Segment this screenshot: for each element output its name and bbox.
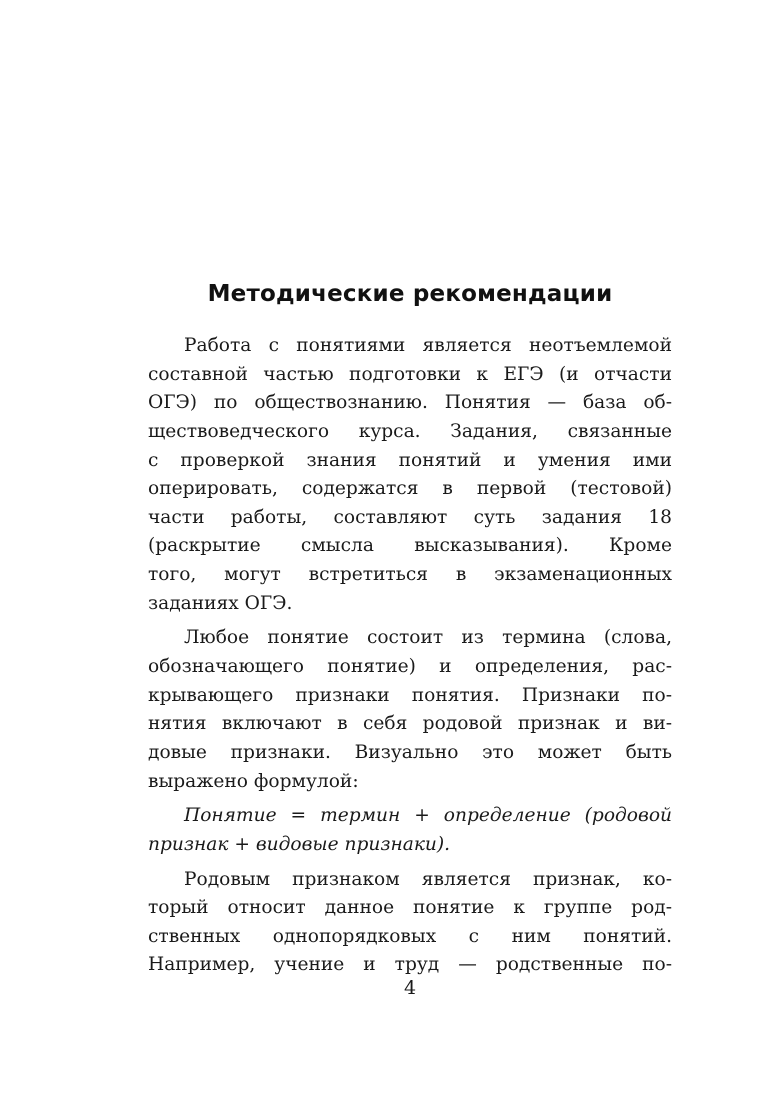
text-line: составной частью подготовки к ЕГЭ (и отчасти — [148, 363, 672, 385]
text-line: части работы, составляют суть задания 18 — [148, 506, 672, 528]
body-text — [148, 332, 672, 986]
section-heading: Методические рекомендации — [207, 281, 613, 307]
text-line: Например, учение и труд — родственные по- — [148, 954, 672, 976]
paragraph-2 — [148, 624, 672, 796]
text-line: Работа с понятиями является неотъемлемой — [184, 335, 672, 356]
text-line: обозначающего понятие) и определения, рас- — [148, 656, 672, 678]
text-line: выражено формулой: — [148, 770, 359, 792]
text-line: заданиях ОГЭ. — [148, 592, 293, 614]
text-line: торый относит данное понятие к группе род- — [148, 897, 672, 919]
text-line: крывающего признаки понятия. Признаки по- — [148, 684, 672, 706]
text-line: (раскрытие смысла высказывания). Кроме — [148, 535, 672, 557]
text-line: с проверкой знания понятий и умения ими — [148, 449, 672, 471]
text-line: Любое понятие состоит из термина (слова, — [184, 627, 672, 649]
text-line: Родовым признаком является признак, ко- — [184, 868, 672, 890]
text-line: признак + видовые признаки). — [148, 833, 451, 855]
page-number: 4 — [403, 977, 417, 999]
text-line: нятия включают в себя родовой признак и ви- — [148, 713, 672, 735]
text-line: оперировать, содержатся в первой (тестовой) — [148, 478, 672, 500]
text-line: ственных однопорядковых с ним понятий. — [148, 925, 672, 947]
formula-paragraph — [148, 802, 672, 859]
text-line: того, могут встретиться в экзаменационных — [148, 564, 672, 586]
text-line: ществоведческого курса. Задания, связанные — [148, 420, 672, 442]
text-line: Понятие = термин + определение (родовой — [184, 805, 672, 827]
paragraph-1 — [148, 332, 672, 618]
text-line: довые признаки. Визуально это может быть — [148, 741, 672, 763]
text-line: ОГЭ) по обществознанию. Понятия — база об- — [148, 392, 672, 414]
paragraph-4 — [148, 866, 672, 981]
